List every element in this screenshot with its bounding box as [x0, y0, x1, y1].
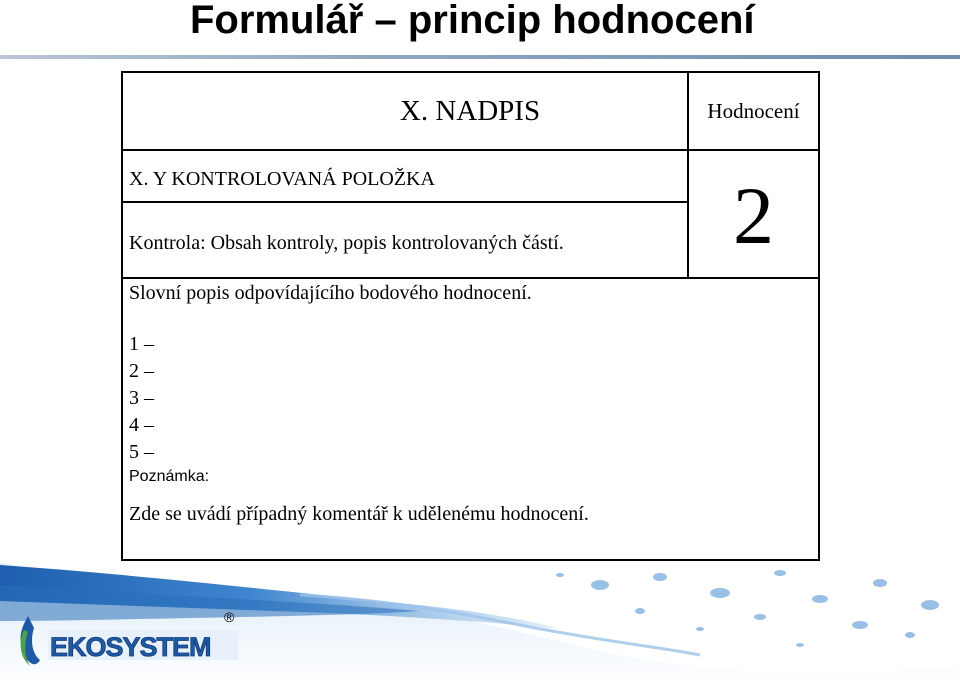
- scale-item: 2 –: [129, 360, 154, 382]
- scale-item: 3 –: [129, 387, 154, 409]
- logo-text: EKOSYSTEM: [50, 632, 211, 662]
- control-description: Kontrola: Obsah kontroly, popis kontrolovaných částí.: [122, 202, 688, 278]
- scale-item: 1 –: [129, 333, 154, 355]
- registered-mark: ®: [224, 610, 235, 625]
- form-heading: X. NADPIS: [122, 72, 688, 150]
- score-description: Slovní popis odpovídajícího bodového hodnocení.: [129, 282, 532, 304]
- ekosystem-logo: [14, 610, 244, 674]
- slide-title: Formulář – princip hodnocení: [190, 0, 755, 42]
- title-divider: [0, 55, 960, 59]
- scale-item: 5 –: [129, 441, 154, 463]
- note-text: Zde se uvádí případný komentář k udělenému hodnocení.: [129, 503, 589, 525]
- score-value: 2: [688, 150, 819, 278]
- evaluation-form-table: [121, 71, 820, 561]
- controlled-item: X. Y KONTROLOVANÁ POLOŽKA: [122, 150, 688, 202]
- scale-item: 4 –: [129, 414, 154, 436]
- rating-label: Hodnocení: [688, 72, 819, 150]
- score-scale-list: [129, 331, 818, 466]
- note-label: Poznámka:: [129, 468, 210, 485]
- form-body: [122, 278, 819, 560]
